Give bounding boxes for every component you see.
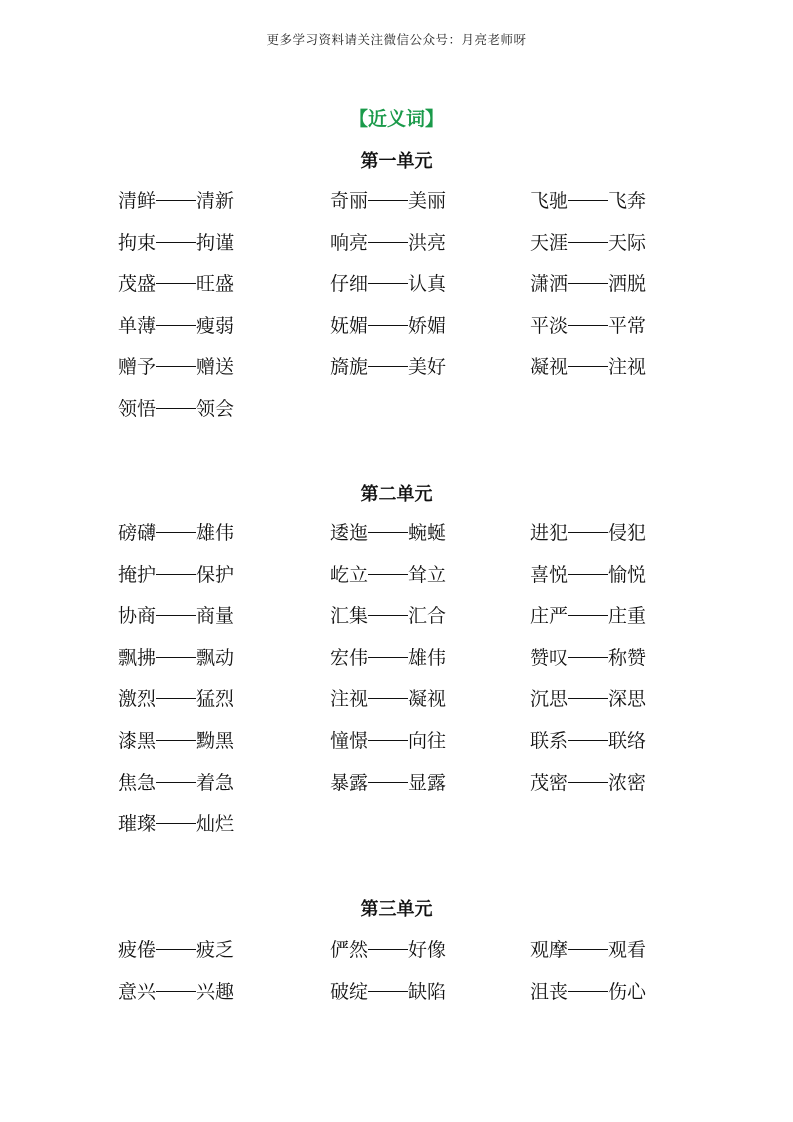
synonym: 蜿蜒	[408, 522, 447, 544]
synonym: 向往	[408, 729, 447, 752]
synonym-pair	[330, 518, 530, 560]
synonym: 瘦弱	[196, 314, 235, 337]
synonym: 缺陷	[408, 980, 447, 1003]
synonym-pair	[118, 768, 330, 810]
dash-separator	[568, 657, 608, 658]
word: 奇丽	[330, 190, 369, 212]
dash-separator	[368, 283, 408, 284]
synonym-pair	[330, 311, 530, 353]
word: 协商	[118, 605, 157, 628]
synonym: 耸立	[408, 563, 447, 586]
synonym-pair	[118, 726, 330, 768]
synonym: 浓密	[608, 771, 647, 794]
dash-separator	[368, 615, 408, 616]
dash-separator	[156, 532, 196, 533]
dash-separator	[156, 657, 196, 658]
synonym-pair	[330, 560, 530, 602]
synonym-pair	[118, 228, 330, 270]
synonym-pair	[530, 768, 718, 810]
synonym: 观看	[608, 939, 647, 961]
synonym: 美丽	[408, 190, 447, 212]
synonym-pair	[118, 186, 330, 228]
word: 激烈	[118, 688, 157, 711]
synonym: 飘动	[196, 646, 235, 669]
dash-separator	[568, 532, 608, 533]
word: 璀璨	[118, 813, 157, 836]
synonym: 拘谨	[196, 231, 235, 254]
dash-separator	[568, 991, 608, 992]
synonym-pair	[530, 269, 718, 311]
dash-separator	[156, 242, 196, 243]
word: 领悟	[118, 397, 157, 420]
synonym-pair	[330, 726, 530, 768]
synonym: 显露	[408, 771, 447, 794]
dash-separator	[156, 740, 196, 741]
synonym-pair	[530, 560, 718, 602]
dash-separator	[368, 657, 408, 658]
synonym-pair	[330, 186, 530, 228]
synonym: 愉悦	[608, 563, 647, 586]
word: 平淡	[530, 314, 569, 337]
dash-separator	[156, 366, 196, 367]
synonym: 清新	[196, 190, 235, 212]
word: 喜悦	[530, 563, 569, 586]
dash-separator	[368, 532, 408, 533]
word: 掩护	[118, 563, 157, 586]
synonym-pair	[118, 643, 330, 685]
word: 暴露	[330, 771, 369, 794]
word: 妩媚	[330, 314, 369, 337]
synonym: 联络	[608, 729, 647, 752]
dash-separator	[568, 200, 608, 201]
dash-separator	[368, 949, 408, 950]
word: 茂密	[530, 771, 569, 794]
synonym-pair	[118, 394, 330, 436]
dash-separator	[568, 949, 608, 950]
unit-title-3: 第三单元	[360, 899, 433, 920]
synonym-pair	[118, 352, 330, 394]
word: 飞驰	[530, 190, 569, 212]
word: 仔细	[330, 273, 369, 296]
word: 破绽	[330, 980, 369, 1003]
dash-separator	[156, 698, 196, 699]
word: 汇集	[330, 605, 369, 628]
word: 沮丧	[530, 980, 569, 1003]
synonym: 娇媚	[408, 314, 447, 337]
word: 茂盛	[118, 273, 157, 296]
word: 磅礴	[118, 522, 157, 544]
word: 旖旎	[330, 356, 369, 379]
synonym-pair	[530, 518, 718, 560]
synonym-pair	[530, 601, 718, 643]
dash-separator	[156, 325, 196, 326]
synonym-pair	[330, 228, 530, 270]
dash-separator	[156, 408, 196, 409]
synonym-pair	[530, 684, 718, 726]
dash-separator	[568, 242, 608, 243]
dash-separator	[368, 574, 408, 575]
synonym: 雄伟	[196, 522, 235, 544]
word: 宏伟	[330, 646, 369, 669]
synonym: 雄伟	[408, 646, 447, 669]
synonym: 猛烈	[196, 688, 235, 711]
synonym: 灿烂	[196, 813, 235, 836]
synonym: 商量	[196, 605, 235, 628]
synonym-pair	[530, 228, 718, 270]
synonym: 着急	[196, 771, 235, 794]
dash-separator	[368, 991, 408, 992]
synonym-pair	[118, 311, 330, 353]
synonym-pair	[330, 684, 530, 726]
dash-separator	[568, 283, 608, 284]
synonym-pair	[530, 726, 718, 768]
synonym: 注视	[608, 356, 647, 379]
synonym: 平常	[608, 314, 647, 337]
synonym-pair	[118, 518, 330, 560]
word: 赞叹	[530, 646, 569, 669]
synonym: 赠送	[196, 356, 235, 379]
synonym: 侵犯	[608, 522, 647, 544]
synonym: 洪亮	[408, 231, 447, 254]
dash-separator	[156, 200, 196, 201]
word: 单薄	[118, 314, 157, 337]
word: 潇洒	[530, 273, 569, 296]
synonym: 好像	[408, 939, 447, 961]
dash-separator	[156, 615, 196, 616]
word: 进犯	[530, 522, 569, 544]
unit-title-2: 第二单元	[360, 484, 433, 505]
synonym-pair	[118, 269, 330, 311]
synonym-pair	[330, 601, 530, 643]
synonym-pair	[118, 977, 330, 1019]
unit-2-word-grid	[118, 518, 718, 851]
dash-separator	[156, 949, 196, 950]
synonym-pair	[330, 977, 530, 1019]
synonym: 庄重	[608, 605, 647, 628]
word: 凝视	[530, 356, 569, 379]
synonym: 疲乏	[196, 939, 235, 961]
dash-separator	[568, 574, 608, 575]
unit-title-1: 第一单元	[360, 151, 433, 172]
synonym-pair	[118, 935, 330, 977]
dash-separator	[568, 325, 608, 326]
synonym: 认真	[408, 273, 447, 296]
synonym-pair	[330, 352, 530, 394]
dash-separator	[368, 698, 408, 699]
word: 庄严	[530, 605, 569, 628]
synonym-pair	[530, 643, 718, 685]
synonym: 凝视	[408, 688, 447, 711]
word: 观摩	[530, 939, 569, 961]
dash-separator	[368, 325, 408, 326]
dash-separator	[368, 740, 408, 741]
word: 漆黑	[118, 729, 157, 752]
dash-separator	[156, 823, 196, 824]
synonym-pair	[330, 935, 530, 977]
dash-separator	[368, 200, 408, 201]
page-header: 更多学习资料请关注微信公众号：月亮老师呀	[266, 32, 527, 47]
synonym: 黝黑	[196, 729, 235, 752]
synonym-pair	[530, 186, 718, 228]
word: 沉思	[530, 688, 569, 711]
dash-separator	[368, 366, 408, 367]
word: 逶迤	[330, 522, 369, 544]
word: 响亮	[330, 231, 369, 254]
dash-separator	[156, 991, 196, 992]
synonym: 称赞	[608, 646, 647, 669]
word: 赠予	[118, 356, 157, 379]
synonym-pair	[118, 601, 330, 643]
synonym-pair	[530, 311, 718, 353]
synonym: 美好	[408, 356, 447, 379]
word: 飘拂	[118, 646, 157, 669]
synonym: 兴趣	[196, 980, 235, 1003]
dash-separator	[568, 615, 608, 616]
word: 联系	[530, 729, 569, 752]
word: 俨然	[330, 939, 369, 961]
synonym: 伤心	[608, 980, 647, 1003]
dash-separator	[368, 782, 408, 783]
synonym: 深思	[608, 688, 647, 711]
word: 注视	[330, 688, 369, 711]
word: 清鲜	[118, 190, 157, 212]
synonym-pair	[330, 643, 530, 685]
word: 屹立	[330, 563, 369, 586]
synonym-pair	[330, 269, 530, 311]
word: 疲倦	[118, 939, 157, 961]
dash-separator	[568, 782, 608, 783]
synonym: 飞奔	[608, 190, 647, 212]
dash-separator	[568, 366, 608, 367]
dash-separator	[368, 242, 408, 243]
synonym: 保护	[196, 563, 235, 586]
document-title: 【近义词】	[348, 108, 444, 130]
word: 憧憬	[330, 729, 369, 752]
word: 拘束	[118, 231, 157, 254]
synonym: 领会	[196, 397, 235, 420]
unit-1-word-grid	[118, 186, 718, 436]
word: 天涯	[530, 231, 569, 254]
dash-separator	[568, 698, 608, 699]
synonym-pair	[118, 560, 330, 602]
dash-separator	[156, 283, 196, 284]
synonym-pair	[118, 684, 330, 726]
synonym-pair	[330, 768, 530, 810]
synonym: 洒脱	[608, 273, 647, 296]
synonym-pair	[118, 809, 330, 851]
synonym: 旺盛	[196, 273, 235, 296]
synonym: 汇合	[408, 605, 447, 628]
synonym-pair	[530, 352, 718, 394]
dash-separator	[156, 574, 196, 575]
word: 焦急	[118, 771, 157, 794]
synonym: 天际	[608, 231, 647, 254]
synonym-pair	[530, 977, 718, 1019]
dash-separator	[156, 782, 196, 783]
unit-3-word-grid	[118, 935, 718, 1018]
dash-separator	[568, 740, 608, 741]
word: 意兴	[118, 980, 157, 1003]
synonym-pair	[530, 935, 718, 977]
